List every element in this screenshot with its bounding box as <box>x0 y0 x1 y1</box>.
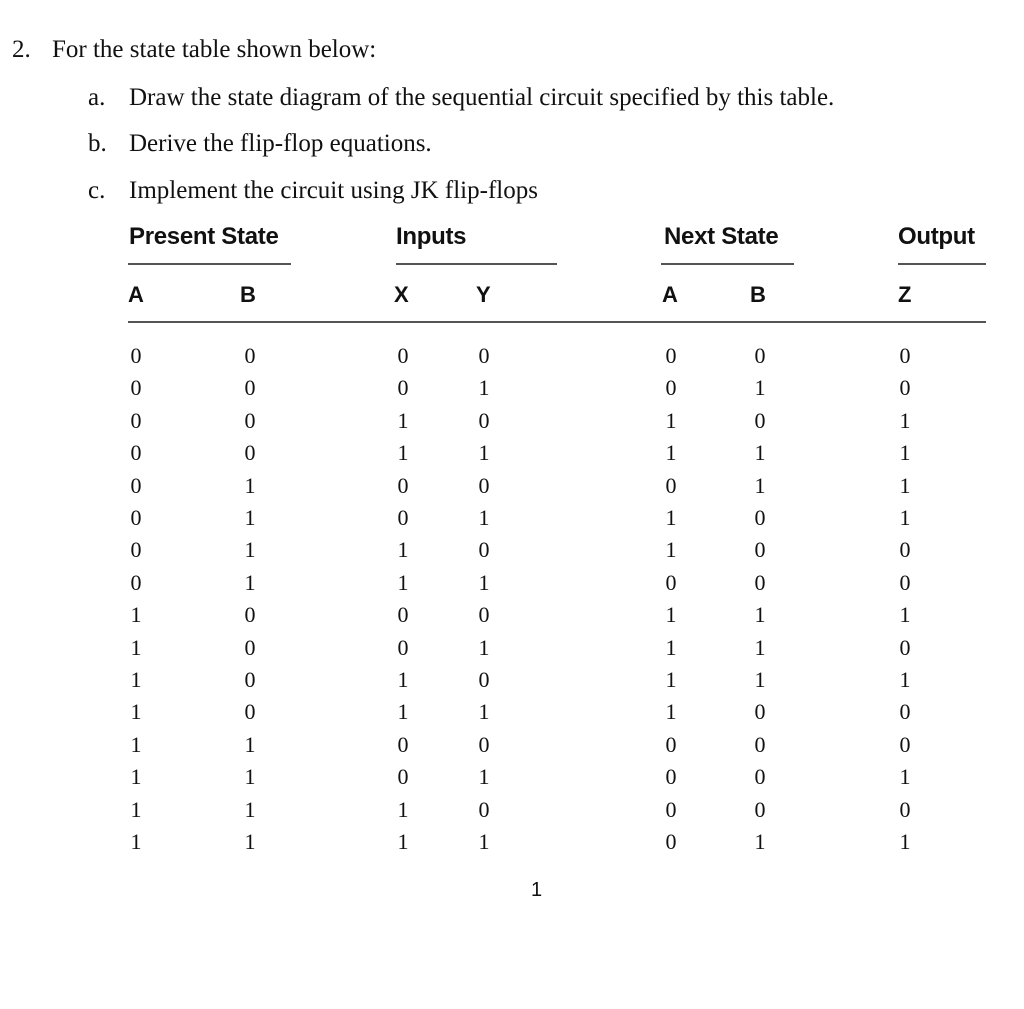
cell-present-a: 1 <box>130 796 142 822</box>
cell-next-b: 1 <box>754 602 766 628</box>
cell-output-z: 0 <box>899 731 911 757</box>
cell-input-y: 0 <box>478 796 490 822</box>
cell-present-a: 0 <box>130 407 142 433</box>
cell-input-y: 0 <box>478 731 490 757</box>
part-b-letter: b. <box>88 130 107 157</box>
cell-present-b: 0 <box>244 699 256 725</box>
col-header-next-b: B <box>750 282 766 307</box>
cell-input-x: 0 <box>397 634 409 660</box>
cell-input-y: 1 <box>478 634 490 660</box>
cell-next-b: 0 <box>754 407 766 433</box>
cell-next-b: 0 <box>754 569 766 595</box>
page-number: 1 <box>531 879 543 901</box>
cell-input-y: 1 <box>478 505 490 530</box>
cell-input-x: 1 <box>397 796 409 822</box>
cell-present-b: 0 <box>244 407 256 433</box>
cell-output-z: 1 <box>899 407 911 433</box>
part-a-text: Draw the state diagram of the sequential circuit specified by this table. <box>129 84 835 111</box>
cell-output-z: 1 <box>899 440 911 466</box>
col-header-next-a: A <box>662 282 678 307</box>
cell-input-y: 0 <box>478 537 490 563</box>
question-text: For the state table shown below: <box>52 36 377 63</box>
cell-output-z: 0 <box>899 537 911 563</box>
cell-present-b: 1 <box>244 472 256 498</box>
cell-input-x: 0 <box>397 731 409 757</box>
cell-next-a: 0 <box>665 731 677 757</box>
col-header-present-b: B <box>240 282 256 307</box>
next-state-rule <box>661 263 794 265</box>
part-c-text: Implement the circuit using JK flip-flops <box>129 177 538 204</box>
cell-next-a: 1 <box>665 602 677 628</box>
group-header-inputs: Inputs <box>396 223 467 250</box>
cell-input-x: 0 <box>397 375 409 401</box>
cell-present-a: 0 <box>130 375 142 401</box>
col-header-input-y: Y <box>476 282 491 307</box>
cell-next-b: 1 <box>754 667 766 692</box>
cell-output-z: 1 <box>899 472 911 498</box>
output-rule <box>898 263 986 265</box>
cell-output-z: 0 <box>899 343 911 368</box>
cell-next-a: 1 <box>665 407 677 433</box>
cell-present-b: 1 <box>244 537 256 563</box>
cell-next-a: 1 <box>665 667 677 692</box>
cell-next-a: 0 <box>665 343 677 368</box>
cell-input-y: 0 <box>478 602 490 628</box>
cell-output-z: 0 <box>899 375 911 401</box>
cell-present-b: 1 <box>244 731 256 757</box>
cell-present-a: 1 <box>130 602 142 628</box>
cell-present-a: 1 <box>130 634 142 660</box>
cell-present-b: 0 <box>244 440 256 466</box>
cell-next-a: 0 <box>665 472 677 498</box>
cell-next-a: 0 <box>665 375 677 401</box>
cell-next-b: 0 <box>754 699 766 725</box>
cell-input-x: 1 <box>397 537 409 563</box>
cell-next-b: 0 <box>754 764 766 790</box>
cell-input-y: 1 <box>478 440 490 466</box>
cell-output-z: 1 <box>899 764 911 790</box>
cell-next-b: 1 <box>754 375 766 401</box>
cell-input-x: 1 <box>397 440 409 466</box>
cell-present-a: 1 <box>130 829 142 854</box>
cell-present-b: 1 <box>244 505 256 530</box>
cell-present-a: 0 <box>130 343 142 368</box>
cell-input-x: 0 <box>397 472 409 498</box>
cell-present-b: 0 <box>244 375 256 401</box>
cell-output-z: 0 <box>899 569 911 595</box>
cell-present-a: 0 <box>130 505 142 530</box>
cell-present-a: 0 <box>130 569 142 595</box>
cell-present-b: 0 <box>244 602 256 628</box>
cell-present-b: 0 <box>244 634 256 660</box>
cell-next-a: 1 <box>665 440 677 466</box>
cell-input-x: 0 <box>397 505 409 530</box>
question-number: 2. <box>12 36 31 63</box>
cell-present-a: 0 <box>130 537 142 563</box>
cell-next-b: 1 <box>754 440 766 466</box>
cell-present-b: 1 <box>244 764 256 790</box>
cell-output-z: 0 <box>899 634 911 660</box>
cell-present-b: 1 <box>244 796 256 822</box>
cell-input-y: 0 <box>478 667 490 692</box>
cell-next-a: 0 <box>665 829 677 854</box>
group-header-present-state: Present State <box>129 223 279 250</box>
col-header-present-a: A <box>128 282 144 307</box>
cell-input-y: 1 <box>478 375 490 401</box>
col-header-input-x: X <box>394 282 409 307</box>
cell-input-y: 1 <box>478 764 490 790</box>
present-state-rule <box>128 263 291 265</box>
cell-present-b: 1 <box>244 569 256 595</box>
cell-output-z: 1 <box>899 667 911 692</box>
cell-next-b: 1 <box>754 829 766 854</box>
cell-present-b: 0 <box>244 343 256 368</box>
cell-input-y: 0 <box>478 343 490 368</box>
cell-input-y: 1 <box>478 829 490 854</box>
group-header-output: Output <box>898 223 975 250</box>
cell-input-x: 1 <box>397 407 409 433</box>
cell-next-b: 0 <box>754 731 766 757</box>
cell-input-x: 0 <box>397 764 409 790</box>
part-c-letter: c. <box>88 177 106 204</box>
cell-input-x: 1 <box>397 667 409 692</box>
cell-next-b: 0 <box>754 343 766 368</box>
inputs-rule <box>396 263 557 265</box>
cell-input-x: 0 <box>397 343 409 368</box>
cell-input-x: 1 <box>397 569 409 595</box>
cell-next-a: 1 <box>665 537 677 563</box>
cell-input-y: 0 <box>478 472 490 498</box>
cell-output-z: 0 <box>899 699 911 725</box>
cell-present-b: 0 <box>244 667 256 692</box>
cell-present-b: 1 <box>244 829 256 854</box>
cell-input-x: 0 <box>397 602 409 628</box>
part-a-letter: a. <box>88 84 106 111</box>
cell-present-a: 0 <box>130 440 142 466</box>
cell-next-a: 0 <box>665 569 677 595</box>
cell-present-a: 1 <box>130 764 142 790</box>
cell-present-a: 1 <box>130 699 142 725</box>
group-header-next-state: Next State <box>664 223 779 250</box>
cell-next-a: 0 <box>665 764 677 790</box>
cell-next-a: 1 <box>665 505 677 530</box>
cell-output-z: 0 <box>899 796 911 822</box>
cell-input-x: 1 <box>397 829 409 854</box>
cell-present-a: 1 <box>130 667 142 692</box>
cell-output-z: 1 <box>899 505 911 530</box>
cell-next-a: 0 <box>665 796 677 822</box>
cell-present-a: 1 <box>130 731 142 757</box>
cell-next-a: 1 <box>665 699 677 725</box>
cell-input-x: 1 <box>397 699 409 725</box>
cell-next-a: 1 <box>665 634 677 660</box>
cell-output-z: 1 <box>899 829 911 854</box>
cell-input-y: 1 <box>478 699 490 725</box>
cell-next-b: 0 <box>754 505 766 530</box>
part-b-text: Derive the flip-flop equations. <box>129 130 432 157</box>
header-rule <box>128 321 986 323</box>
cell-input-y: 1 <box>478 569 490 595</box>
cell-next-b: 0 <box>754 796 766 822</box>
cell-next-b: 1 <box>754 472 766 498</box>
cell-present-a: 0 <box>130 472 142 498</box>
cell-next-b: 1 <box>754 634 766 660</box>
cell-input-y: 0 <box>478 407 490 433</box>
col-header-output-z: Z <box>898 282 912 307</box>
cell-output-z: 1 <box>899 602 911 628</box>
cell-next-b: 0 <box>754 537 766 563</box>
